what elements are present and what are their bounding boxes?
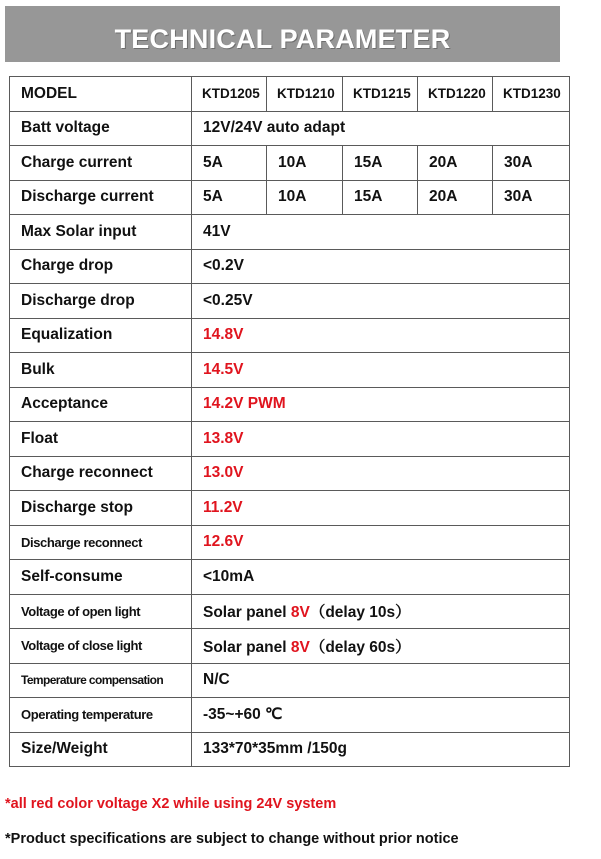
- row-label: Discharge current: [10, 180, 192, 215]
- model-cell: KTD1210: [267, 77, 343, 112]
- table-row: [10, 249, 570, 284]
- table-row: [10, 146, 570, 181]
- table-row: [10, 491, 570, 526]
- row-value: 20A: [418, 180, 493, 215]
- title-banner: [5, 6, 560, 62]
- row-value: 13.8V: [192, 422, 570, 457]
- row-label: Charge current: [10, 146, 192, 181]
- row-label: MODEL: [10, 77, 192, 112]
- row-value: [192, 594, 570, 629]
- table-row: [10, 698, 570, 733]
- table-row: [10, 111, 570, 146]
- row-value: 14.5V: [192, 353, 570, 388]
- row-label: Batt voltage: [10, 111, 192, 146]
- row-label: Self-consume: [10, 560, 192, 595]
- value-prefix: Solar panel: [203, 638, 291, 656]
- table-row: [10, 215, 570, 250]
- row-value: N/C: [192, 663, 570, 698]
- value-suffix: （delay 10s）: [309, 604, 411, 622]
- table-row: [10, 663, 570, 698]
- row-value: 41V: [192, 215, 570, 250]
- row-label: Float: [10, 422, 192, 457]
- row-label: Voltage of open light: [10, 594, 192, 629]
- value-voltage: 8V: [290, 604, 310, 622]
- row-label: Temperature compensation: [10, 663, 192, 698]
- model-cell: KTD1220: [418, 77, 493, 112]
- row-label: Charge drop: [10, 249, 192, 284]
- row-value: <0.2V: [192, 249, 570, 284]
- row-value: 20A: [418, 146, 493, 181]
- red-voltage-note: *all red color voltage X2 while using 24V system: [5, 796, 337, 812]
- table-row: [10, 422, 570, 457]
- row-label: Bulk: [10, 353, 192, 388]
- model-cell: KTD1215: [343, 77, 418, 112]
- table-row: [10, 318, 570, 353]
- table-row: [10, 629, 570, 664]
- spec-table: [9, 76, 570, 767]
- table-row: [10, 387, 570, 422]
- table-row: [10, 594, 570, 629]
- page-title: TECHNICAL PARAMETER: [114, 24, 451, 54]
- model-cell: KTD1205: [192, 77, 267, 112]
- row-value: <10mA: [192, 560, 570, 595]
- row-label: Discharge reconnect: [10, 525, 192, 560]
- row-value: 5A: [192, 146, 267, 181]
- table-row: [10, 284, 570, 319]
- row-value: 5A: [192, 180, 267, 215]
- row-value: 11.2V: [192, 491, 570, 526]
- row-value: -35~+60 ℃: [192, 698, 570, 733]
- table-row: [10, 77, 570, 112]
- row-label: Operating temperature: [10, 698, 192, 733]
- row-label: Discharge stop: [10, 491, 192, 526]
- table-row: [10, 732, 570, 767]
- disclaimer-note: *Product specifications are subject to change without prior notice: [5, 831, 459, 847]
- row-label: Acceptance: [10, 387, 192, 422]
- row-value: 13.0V: [192, 456, 570, 491]
- row-value: 10A: [267, 180, 343, 215]
- row-value: 15A: [343, 146, 418, 181]
- row-label: Voltage of close light: [10, 629, 192, 664]
- row-label: Charge reconnect: [10, 456, 192, 491]
- value-prefix: Solar panel: [203, 604, 291, 622]
- row-value: 14.2V PWM: [192, 387, 570, 422]
- model-cell: KTD1230: [493, 77, 570, 112]
- row-value: [192, 629, 570, 664]
- row-value: 30A: [493, 180, 570, 215]
- row-value: 133*70*35mm /150g: [192, 732, 570, 767]
- table-row: [10, 180, 570, 215]
- row-value: 15A: [343, 180, 418, 215]
- value-suffix: （delay 60s）: [309, 638, 411, 656]
- value-voltage: 8V: [290, 638, 310, 656]
- table-row: [10, 353, 570, 388]
- table-row: [10, 560, 570, 595]
- row-label: Max Solar input: [10, 215, 192, 250]
- row-value: 10A: [267, 146, 343, 181]
- row-label: Equalization: [10, 318, 192, 353]
- row-label: Size/Weight: [10, 732, 192, 767]
- row-value: 30A: [493, 146, 570, 181]
- row-value: 12V/24V auto adapt: [192, 111, 570, 146]
- row-label: Discharge drop: [10, 284, 192, 319]
- row-value: 12.6V: [192, 525, 570, 560]
- table-row: [10, 456, 570, 491]
- table-row: [10, 525, 570, 560]
- row-value: 14.8V: [192, 318, 570, 353]
- row-value: <0.25V: [192, 284, 570, 319]
